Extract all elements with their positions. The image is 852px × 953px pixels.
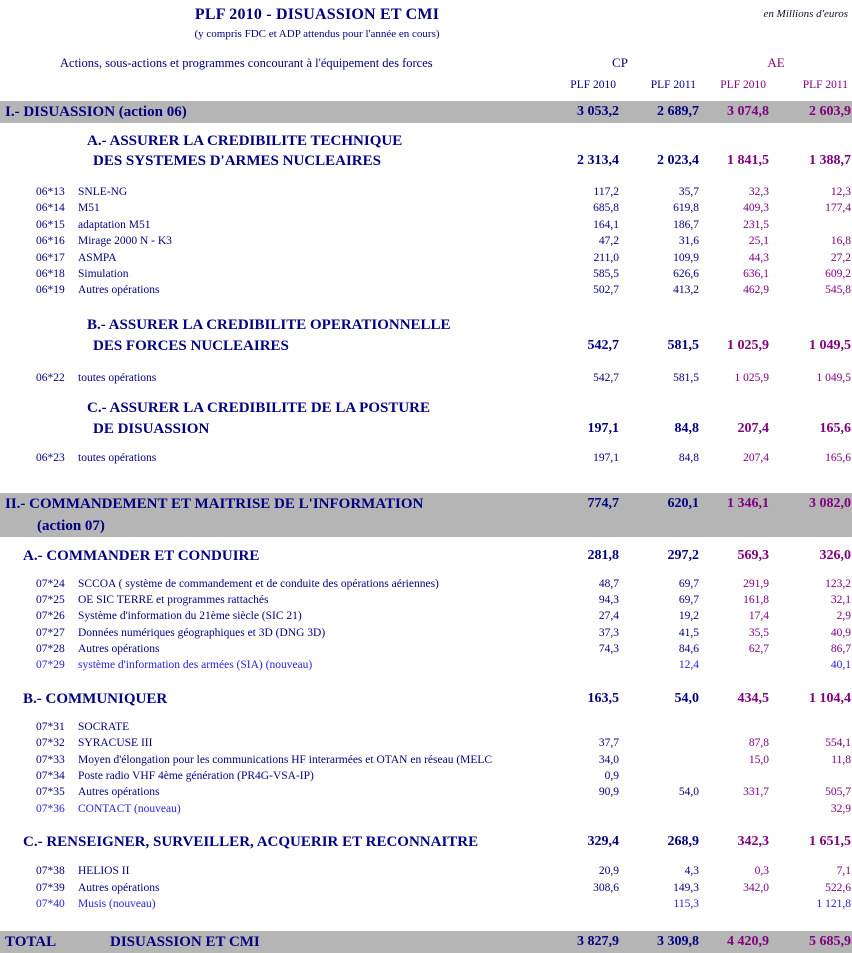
table-row: [0, 282, 852, 298]
table-row: [0, 250, 852, 266]
subsection-header-row: [0, 398, 852, 418]
value-cell: 413,2: [673, 284, 699, 297]
row-label: OE SIC TERRE et programmes rattachés: [78, 593, 269, 606]
table-row: [0, 200, 852, 216]
value-cell: 35,7: [678, 186, 699, 198]
value-cell: 619,8: [673, 202, 699, 215]
value-cell: 434,5: [737, 690, 769, 706]
row-label-cell: [0, 880, 540, 896]
value-cell: 502,7: [593, 284, 619, 297]
subsection-title: B.- ASSURER LA CREDIBILITE OPERATIONNELLE: [87, 316, 451, 333]
value-cell: 409,3: [743, 202, 769, 215]
subsection-title: A.- COMMANDER ET CONDUIRE: [23, 547, 260, 564]
value-cell: 620,1: [667, 495, 699, 511]
value-cell: 165,6: [825, 452, 851, 465]
section-header-row: [0, 493, 852, 537]
value-cell: 69,7: [678, 593, 699, 606]
value-cell: 2 603,9: [809, 104, 851, 119]
table-row: [0, 625, 852, 641]
value-cell: 0,9: [604, 770, 619, 783]
table-row: [0, 184, 852, 200]
section-title-line: (action 07): [37, 517, 105, 534]
value-cell: 47,2: [598, 235, 619, 248]
row-code: 07*39: [36, 881, 65, 894]
value-cell: 37,7: [598, 737, 619, 750]
col-header-ae-plf2010: PLF 2010: [720, 79, 766, 91]
value-cell: 329,4: [587, 834, 619, 850]
value-cell: 342,3: [737, 834, 769, 850]
value-cell: 32,9: [830, 802, 851, 815]
value-cell: 177,4: [825, 202, 851, 215]
row-label-cell: [0, 735, 540, 751]
row-code: 06*22: [36, 371, 65, 384]
value-cell: 331,7: [743, 786, 769, 799]
row-label-cell: [0, 719, 540, 735]
value-cell: 17,4: [748, 610, 769, 623]
value-cell: 2 689,7: [657, 104, 699, 119]
row-code: 07*31: [36, 720, 65, 733]
row-label-cell: [0, 233, 540, 249]
spacer-cell: [0, 79, 540, 91]
value-cell: 1 104,4: [809, 690, 851, 706]
total-sublabel: DISUASSION ET CMI: [110, 934, 260, 951]
row-code: 07*38: [36, 865, 65, 878]
section-title-line: I.- DISUASSION (action 06): [5, 104, 187, 120]
value-cell: 1 346,1: [727, 495, 769, 511]
value-cell: 54,0: [674, 690, 699, 706]
row-code: 06*15: [36, 218, 65, 231]
row-label: Autres opérations: [78, 284, 160, 297]
subsection-title: DES SYSTEMES D'ARMES NUCLEAIRES: [93, 153, 381, 169]
row-label-cell: [0, 250, 540, 266]
row-code: 06*18: [36, 267, 65, 280]
col-header-cp-plf2010: PLF 2010: [570, 79, 616, 91]
value-cell: 186,7: [673, 218, 699, 231]
table-row: [0, 880, 852, 896]
subsection-title: DES FORCES NUCLEAIRES: [93, 337, 289, 354]
value-cell: 1 651,5: [809, 834, 851, 850]
row-label-cell: [0, 657, 540, 673]
value-cell: 109,9: [673, 251, 699, 264]
row-label-cell: [0, 608, 540, 624]
value-cell: 581,5: [673, 371, 699, 384]
subsection-title: A.- ASSURER LA CREDIBILITE TECHNIQUE: [87, 133, 403, 149]
row-label: toutes opérations: [78, 371, 157, 384]
table-row: [0, 784, 852, 800]
table-row: [0, 370, 852, 386]
col-header-ae-plf2011: PLF 2011: [802, 79, 848, 91]
value-cell: 281,8: [587, 547, 619, 563]
row-label: Simulation: [78, 267, 129, 280]
value-cell: 542,7: [593, 371, 619, 384]
actions-column-label: Actions, sous-actions et programmes concourant à l'équipement des forces: [60, 56, 433, 70]
value-cell: 0,3: [754, 865, 769, 878]
value-cell: 86,7: [830, 643, 851, 656]
value-cell: 308,6: [593, 881, 619, 894]
value-cell: 297,2: [667, 547, 699, 563]
table-row: [0, 719, 852, 735]
row-label-cell: [0, 450, 540, 466]
row-label: Données numériques géographiques et 3D (DNG 3D): [78, 626, 326, 639]
value-cell: 2 313,4: [577, 153, 619, 168]
table-row: [0, 863, 852, 879]
value-cell: 27,2: [830, 251, 851, 264]
subsection-header-row: [0, 131, 852, 151]
value-cell: 1 841,5: [727, 153, 769, 168]
value-cell: 5 685,9: [809, 934, 851, 950]
row-label-cell: [0, 592, 540, 608]
value-cell: 505,7: [825, 786, 851, 799]
value-cell: 774,7: [587, 495, 619, 511]
value-cell: 37,3: [598, 626, 619, 639]
row-code: 07*40: [36, 897, 65, 910]
row-label: Autres opérations: [78, 881, 160, 894]
page-subtitle: (y compris FDC et ADP attendus pour l'année en cours): [194, 28, 440, 40]
row-label: SCCOA ( système de commandement et de conduite des opérations aériennes): [78, 577, 439, 590]
value-cell: 115,3: [673, 897, 699, 910]
row-label-cell: [0, 768, 540, 784]
row-label-cell: [0, 641, 540, 657]
value-cell: 326,0: [819, 547, 851, 563]
value-cell: 207,4: [743, 452, 769, 465]
table-row: [0, 801, 852, 817]
col-header-cp-plf2011: PLF 2011: [650, 79, 696, 91]
row-code: 06*17: [36, 251, 65, 264]
value-cell: 74,3: [598, 643, 619, 656]
column-group-cp: CP: [612, 55, 628, 70]
value-cell: 27,4: [598, 610, 619, 623]
subsection-header-row: [0, 546, 852, 566]
total-label: TOTAL: [5, 934, 57, 951]
value-cell: 609,2: [825, 267, 851, 280]
value-cell: 87,8: [748, 737, 769, 750]
column-subheaders: [0, 79, 852, 91]
row-code: 07*24: [36, 577, 65, 590]
value-cell: 19,2: [678, 610, 699, 623]
table-row: [0, 576, 852, 592]
value-cell: 569,3: [737, 547, 769, 563]
row-label: SOCRATE: [78, 720, 130, 733]
row-label: SYRACUSE III: [78, 737, 153, 750]
value-cell: 12,3: [830, 186, 851, 198]
value-cell: 1 049,5: [809, 337, 851, 353]
row-label-cell: [0, 625, 540, 641]
row-label: M51: [78, 202, 100, 215]
value-cell: 161,8: [743, 593, 769, 606]
value-cell: 3 082,0: [809, 495, 851, 511]
value-cell: 40,9: [830, 626, 851, 639]
row-label: SNLE-NG: [78, 186, 128, 198]
value-cell: 462,9: [743, 284, 769, 297]
value-cell: 163,5: [587, 690, 619, 706]
table-row: [0, 657, 852, 673]
table-row: [0, 233, 852, 249]
row-code: 07*36: [36, 802, 65, 815]
value-cell: 54,0: [678, 786, 699, 799]
value-cell: 4,3: [684, 865, 699, 878]
value-cell: 1 025,9: [727, 337, 769, 353]
table-row: [0, 896, 852, 912]
row-label: Autres opérations: [78, 786, 160, 799]
value-cell: 84,6: [678, 643, 699, 656]
section-title-line: II.- COMMANDEMENT ET MAITRISE DE L'INFORMATION: [5, 495, 424, 512]
value-cell: 16,8: [830, 235, 851, 248]
row-label: Moyen d'élongation pour les communications HF interarmées et OTAN en réseau (MELC: [78, 753, 493, 766]
value-cell: 197,1: [587, 421, 619, 437]
subsection-title: C.- ASSURER LA CREDIBILITE DE LA POSTURE: [87, 400, 431, 417]
row-label: Système d'information du 21ème siècle (SIC 21): [78, 610, 302, 623]
row-code: 07*29: [36, 659, 65, 672]
row-label-cell: [0, 752, 540, 768]
value-cell: 342,0: [743, 881, 769, 894]
row-code: 07*34: [36, 770, 65, 783]
table-row: [0, 450, 852, 466]
value-cell: 12,4: [678, 659, 699, 672]
section-title: [0, 101, 540, 123]
value-cell: 4 420,9: [727, 934, 769, 950]
row-label-cell: [0, 217, 540, 233]
row-label: Autres opérations: [78, 643, 160, 656]
value-cell: 626,6: [673, 267, 699, 280]
row-code: 06*14: [36, 202, 65, 215]
value-cell: 3 053,2: [577, 104, 619, 119]
row-label: Musis (nouveau): [78, 897, 156, 910]
section-header-row: [0, 101, 852, 123]
row-label: Mirage 2000 N - K3: [78, 235, 172, 248]
value-cell: 94,3: [598, 593, 619, 606]
row-label: ASMPA: [78, 251, 117, 264]
subsection-header-row: [0, 336, 852, 356]
value-cell: 62,7: [748, 643, 769, 656]
value-cell: 41,5: [678, 626, 699, 639]
row-label: toutes opérations: [78, 452, 157, 465]
value-cell: 7,1: [836, 865, 851, 878]
value-cell: 44,3: [748, 251, 769, 264]
value-cell: 11,8: [831, 753, 851, 766]
value-cell: 2 023,4: [657, 153, 699, 168]
value-cell: 581,5: [667, 337, 699, 353]
subsection-header-row: [0, 151, 852, 171]
row-label-cell: [0, 896, 540, 912]
value-cell: 149,3: [673, 881, 699, 894]
row-label-cell: [0, 576, 540, 592]
value-cell: 1 388,7: [809, 153, 851, 168]
value-cell: 117,2: [593, 186, 619, 198]
row-label: Poste radio VHF 4ème génération (PR4G-VSA-IP): [78, 770, 314, 783]
row-code: 07*28: [36, 643, 65, 656]
value-cell: 164,1: [593, 218, 619, 231]
row-code: 06*19: [36, 284, 65, 297]
row-code: 06*13: [36, 186, 65, 198]
table-row: [0, 592, 852, 608]
value-cell: 522,6: [825, 881, 851, 894]
value-cell: 3 309,8: [657, 934, 699, 950]
value-cell: 90,9: [598, 786, 619, 799]
row-label-cell: [0, 282, 540, 298]
column-group-ae: AE: [767, 55, 785, 70]
value-cell: 20,9: [598, 865, 619, 878]
row-label-cell: [0, 801, 540, 817]
total-label-cell: [0, 931, 540, 953]
subsection-header-row: [0, 419, 852, 439]
value-cell: 34,0: [598, 753, 619, 766]
value-cell: 15,0: [748, 753, 769, 766]
value-cell: 32,1: [830, 593, 851, 606]
value-cell: 1 025,9: [734, 371, 769, 384]
row-label: CONTACT (nouveau): [78, 802, 181, 815]
row-label-cell: [0, 370, 540, 386]
row-code: 07*25: [36, 593, 65, 606]
value-cell: 291,9: [743, 577, 769, 590]
row-label-cell: [0, 184, 540, 200]
value-cell: 84,8: [678, 452, 699, 465]
total-row: [0, 931, 852, 953]
row-code: 06*16: [36, 235, 65, 248]
page-title: PLF 2010 - DISUASSION ET CMI: [194, 6, 440, 23]
value-cell: 1 049,5: [816, 371, 851, 384]
document-header: [0, 0, 852, 40]
subsection-header-row: [0, 832, 852, 852]
column-group-header: [0, 55, 852, 71]
table-row: [0, 266, 852, 282]
value-cell: 40,1: [830, 659, 851, 672]
value-cell: 685,8: [593, 202, 619, 215]
value-cell: 84,8: [674, 421, 699, 437]
value-cell: 197,1: [593, 452, 619, 465]
row-code: 07*32: [36, 737, 65, 750]
value-cell: 211,0: [593, 251, 619, 264]
row-label-cell: [0, 200, 540, 216]
row-label: système d'information des armées (SIA) (nouveau): [78, 659, 313, 672]
table-row: [0, 608, 852, 624]
value-cell: 545,8: [825, 284, 851, 297]
table-row: [0, 768, 852, 784]
value-cell: 31,6: [678, 235, 699, 248]
value-cell: 165,6: [819, 421, 851, 437]
value-cell: 48,7: [598, 577, 619, 590]
row-code: 07*33: [36, 753, 65, 766]
value-cell: 2,9: [836, 610, 851, 623]
value-cell: 231,5: [743, 218, 769, 231]
table-row: [0, 735, 852, 751]
value-cell: 3 074,8: [727, 104, 769, 119]
value-cell: 1 121,8: [816, 897, 851, 910]
value-cell: 207,4: [737, 421, 769, 437]
table-row: [0, 752, 852, 768]
row-code: 07*35: [36, 786, 65, 799]
value-cell: 542,7: [587, 337, 619, 353]
row-label: HELIOS II: [78, 865, 130, 878]
value-cell: 636,1: [743, 267, 769, 280]
subsection-header-row: [0, 315, 852, 335]
row-code: 07*27: [36, 626, 65, 639]
row-code: 06*23: [36, 452, 65, 465]
row-label-cell: [0, 863, 540, 879]
section-title: [0, 493, 540, 537]
row-code: 07*26: [36, 610, 65, 623]
unit-label: en Millions d'euros: [763, 8, 848, 20]
value-cell: 268,9: [667, 834, 699, 850]
row-label-cell: [0, 266, 540, 282]
value-cell: 25,1: [748, 235, 769, 248]
value-cell: 69,7: [678, 577, 699, 590]
value-cell: 3 827,9: [577, 934, 619, 950]
subsection-title: C.- RENSEIGNER, SURVEILLER, ACQUERIR ET RECONNAITRE: [23, 834, 479, 851]
budget-table: [0, 101, 852, 953]
subsection-header-row: [0, 689, 852, 709]
row-label: adaptation M51: [78, 218, 151, 231]
value-cell: 554,1: [825, 737, 851, 750]
row-label-cell: [0, 784, 540, 800]
table-row: [0, 217, 852, 233]
value-cell: 585,5: [593, 267, 619, 280]
value-cell: 123,2: [825, 577, 851, 590]
subsection-title: DE DISUASSION: [93, 421, 210, 438]
subsection-title: B.- COMMUNIQUER: [23, 690, 168, 707]
value-cell: 32,3: [748, 186, 769, 198]
table-row: [0, 641, 852, 657]
value-cell: 35,5: [748, 626, 769, 639]
